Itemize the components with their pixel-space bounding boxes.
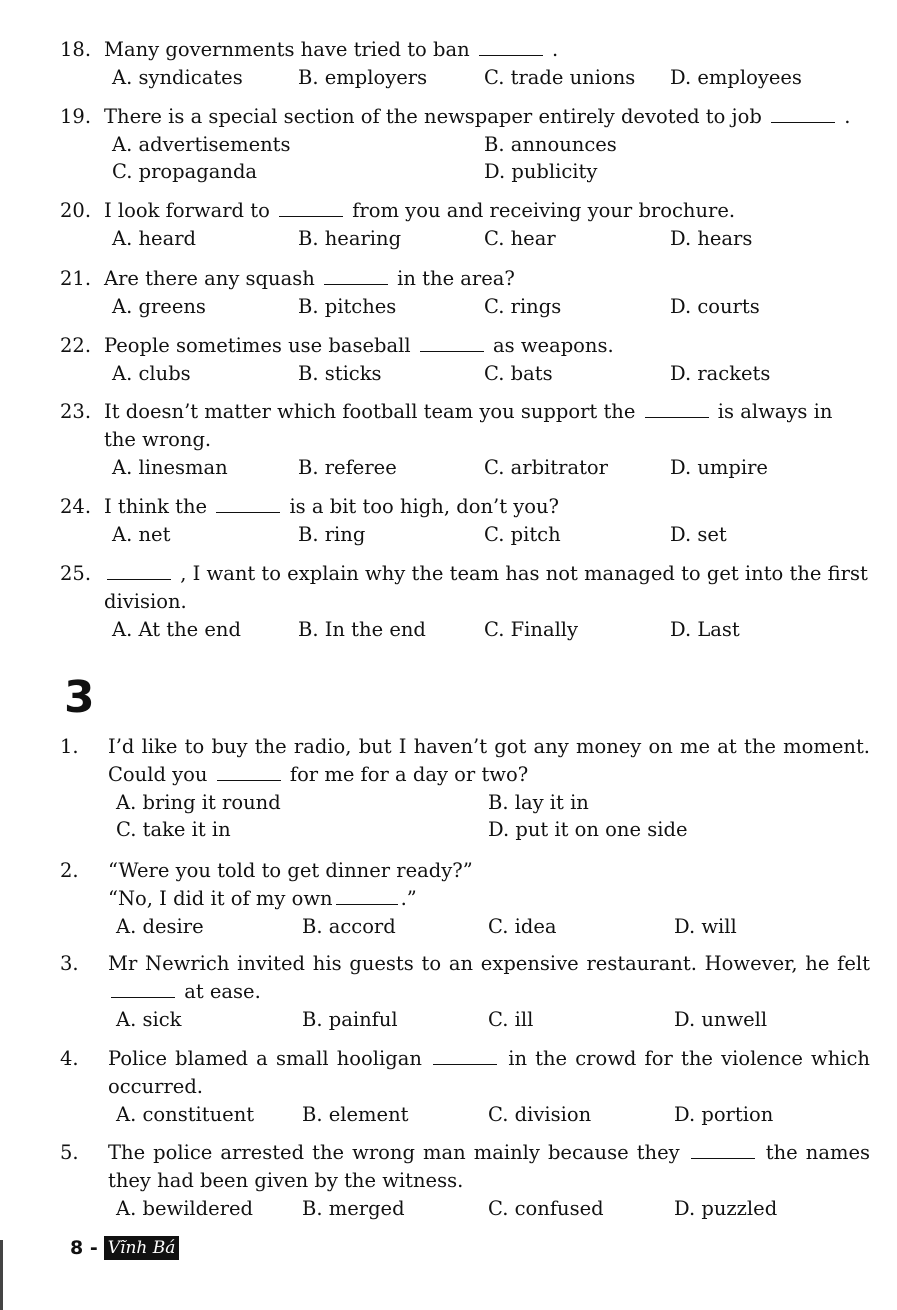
answer-blank[interactable] xyxy=(111,979,175,998)
answer-option[interactable]: D. publicity xyxy=(484,160,598,183)
question-number: 19. xyxy=(60,105,92,128)
answer-blank[interactable] xyxy=(691,1140,755,1159)
answer-option[interactable]: B. hearing xyxy=(298,227,402,250)
question-number: 23. xyxy=(60,400,92,423)
answer-option[interactable]: C. rings xyxy=(484,295,562,318)
stem-text: in the area? xyxy=(390,267,515,290)
question-stem xyxy=(104,103,870,131)
options-row xyxy=(112,64,870,91)
answer-option[interactable]: C. Finally xyxy=(484,618,579,641)
answer-option[interactable]: D. puzzled xyxy=(674,1197,778,1220)
options-row xyxy=(116,816,870,843)
question-item xyxy=(60,1139,870,1222)
answer-option[interactable]: D. hears xyxy=(670,227,753,250)
options-row xyxy=(116,1101,870,1128)
options-row xyxy=(112,131,870,158)
answer-option[interactable]: D. umpire xyxy=(670,456,768,479)
stem-text: It doesn’t matter which football team you support the xyxy=(104,400,642,423)
question-stem xyxy=(108,733,870,789)
question-stem xyxy=(108,1045,870,1101)
publisher-tag: Vĩnh Bá xyxy=(104,1236,180,1260)
question-item xyxy=(60,733,870,843)
answer-blank[interactable] xyxy=(107,561,171,580)
answer-option[interactable]: D. Last xyxy=(670,618,740,641)
answer-option[interactable]: C. ill xyxy=(488,1008,534,1031)
question-number: 2. xyxy=(60,859,79,882)
stem-text: for me for a day or two? xyxy=(283,763,529,786)
answer-option[interactable]: B. lay it in xyxy=(488,791,589,814)
options-row xyxy=(112,454,870,481)
question-number: 5. xyxy=(60,1141,79,1164)
answer-option[interactable]: D. will xyxy=(674,915,737,938)
stem-text: as weapons. xyxy=(486,334,614,357)
answer-option[interactable]: D. employees xyxy=(670,66,802,89)
question-stem xyxy=(104,332,870,360)
question-stem xyxy=(108,857,870,913)
answer-option[interactable]: B. merged xyxy=(302,1197,405,1220)
answer-option[interactable]: A. clubs xyxy=(112,362,191,385)
answer-blank[interactable] xyxy=(216,494,280,513)
answer-option[interactable]: A. net xyxy=(112,523,171,546)
answer-blank[interactable] xyxy=(279,198,343,217)
stem-text: at ease. xyxy=(178,980,261,1003)
stem-text: There is a special section of the newspaper entirely devoted to job xyxy=(104,105,769,128)
section-heading: 3 xyxy=(64,672,95,723)
answer-option[interactable]: C. idea xyxy=(488,915,557,938)
options-row xyxy=(116,789,870,816)
answer-option[interactable]: A. constituent xyxy=(116,1103,255,1126)
question-number: 4. xyxy=(60,1047,79,1070)
answer-option[interactable]: A. At the end xyxy=(112,618,241,641)
question-item xyxy=(60,560,870,643)
scan-edge xyxy=(0,1240,3,1310)
answer-option[interactable]: B. announces xyxy=(484,133,617,156)
answer-option[interactable]: B. accord xyxy=(302,915,396,938)
stem-text: from you and receiving your brochure. xyxy=(346,199,736,222)
answer-option[interactable]: C. division xyxy=(488,1103,592,1126)
answer-option[interactable]: A. bewildered xyxy=(116,1197,254,1220)
stem-text: Many governments have tried to ban xyxy=(104,38,476,61)
answer-option[interactable]: C. bats xyxy=(484,362,553,385)
question-number: 18. xyxy=(60,38,92,61)
question-number: 20. xyxy=(60,199,92,222)
question-number: 22. xyxy=(60,334,92,357)
question-stem xyxy=(104,493,870,521)
options-row xyxy=(116,913,870,940)
answer-blank[interactable] xyxy=(420,333,484,352)
stem-text: . xyxy=(838,105,851,128)
stem-text: in the crowd for the violence which occurred. xyxy=(108,1047,870,1098)
answer-option[interactable]: A. syndicates xyxy=(112,66,243,89)
stem-text: is always in the wrong. xyxy=(104,400,833,451)
answer-option[interactable]: B. employers xyxy=(298,66,428,89)
answer-blank[interactable] xyxy=(217,762,281,781)
answer-option[interactable]: A. greens xyxy=(112,295,206,318)
page-footer xyxy=(70,1236,179,1260)
question-number: 1. xyxy=(60,735,79,758)
stem-text: . xyxy=(545,38,559,61)
stem-text: .” xyxy=(400,887,417,910)
answer-option[interactable]: D. rackets xyxy=(670,362,771,385)
stem-text: I’d like to buy the radio, but I haven’t got any money on me at the moment. Could you xyxy=(108,735,870,786)
answer-blank[interactable] xyxy=(324,266,388,285)
question-item xyxy=(60,36,870,91)
options-row xyxy=(112,360,870,387)
question-number: 21. xyxy=(60,267,92,290)
options-row xyxy=(112,521,870,548)
answer-option[interactable]: B. referee xyxy=(298,456,397,479)
answer-blank[interactable] xyxy=(433,1046,497,1065)
answer-option[interactable]: A. sick xyxy=(116,1008,182,1031)
question-stem xyxy=(104,398,870,454)
answer-option[interactable]: C. pitch xyxy=(484,523,561,546)
answer-option[interactable]: A. desire xyxy=(116,915,204,938)
options-row xyxy=(116,1006,870,1033)
answer-option[interactable]: A. linesman xyxy=(112,456,228,479)
question-stem xyxy=(104,265,870,293)
answer-option[interactable]: D. courts xyxy=(670,295,760,318)
stem-text: Mr Newrich invited his guests to an expensive restaurant. However, he felt xyxy=(108,952,870,975)
question-number: 25. xyxy=(60,562,92,585)
answer-option[interactable]: C. trade unions xyxy=(484,66,636,89)
page-number: 8 - xyxy=(70,1237,98,1259)
answer-option[interactable]: B. ring xyxy=(298,523,366,546)
options-row xyxy=(116,1195,870,1222)
options-row xyxy=(112,293,870,320)
answer-option[interactable]: B. sticks xyxy=(298,362,382,385)
question-number: 3. xyxy=(60,952,79,975)
answer-option[interactable]: C. propaganda xyxy=(112,160,258,183)
question-stem xyxy=(104,560,870,616)
answer-option[interactable]: C. arbitrator xyxy=(484,456,608,479)
answer-option[interactable]: B. In the end xyxy=(298,618,426,641)
question-number: 24. xyxy=(60,495,92,518)
answer-blank[interactable] xyxy=(479,37,543,56)
question-item xyxy=(60,493,870,548)
stem-text: Police blamed a small hooligan xyxy=(108,1047,431,1070)
stem-text: is a bit too high, don’t you? xyxy=(283,495,560,518)
options-row xyxy=(112,158,870,185)
question-item xyxy=(60,332,870,387)
stem-text: Are there any squash xyxy=(104,267,321,290)
stem-text: the names they had been given by the witness. xyxy=(108,1141,871,1192)
stem-text: I think the xyxy=(104,495,214,518)
stem-text: People sometimes use baseball xyxy=(104,334,417,357)
answer-option[interactable]: D. set xyxy=(670,523,727,546)
stem-text: I look forward to xyxy=(104,199,277,222)
answer-option[interactable]: C. hear xyxy=(484,227,556,250)
question-item xyxy=(60,265,870,320)
question-item xyxy=(60,398,870,481)
answer-option[interactable]: B. pitches xyxy=(298,295,397,318)
answer-option[interactable]: A. bring it round xyxy=(116,791,281,814)
answer-option[interactable]: B. painful xyxy=(302,1008,398,1031)
answer-option[interactable]: A. advertisements xyxy=(112,133,291,156)
question-item xyxy=(60,197,870,252)
question-stem-line: “Were you told to get dinner ready?” xyxy=(108,859,473,882)
stem-text: The police arrested the wrong man mainly because they xyxy=(108,1141,688,1164)
question-stem xyxy=(104,197,870,225)
answer-option[interactable]: D. portion xyxy=(674,1103,774,1126)
answer-option[interactable]: B. element xyxy=(302,1103,409,1126)
answer-option[interactable]: C. confused xyxy=(488,1197,604,1220)
answer-option[interactable]: D. put it on one side xyxy=(488,818,688,841)
question-item xyxy=(60,103,870,185)
question-item xyxy=(60,857,870,940)
answer-blank[interactable] xyxy=(645,399,709,418)
question-stem-line xyxy=(108,885,870,913)
answer-option[interactable]: D. unwell xyxy=(674,1008,768,1031)
stem-text: , I want to explain why the team has not managed to get into the first division. xyxy=(104,562,868,613)
answer-blank[interactable] xyxy=(336,886,398,905)
answer-option[interactable]: A. heard xyxy=(112,227,197,250)
options-row xyxy=(112,616,870,643)
question-item xyxy=(60,1045,870,1128)
answer-blank[interactable] xyxy=(771,104,835,123)
question-stem xyxy=(104,36,870,64)
question-stem xyxy=(108,950,870,1006)
stem-text: “No, I did it of my own xyxy=(108,887,333,910)
question-stem xyxy=(108,1139,870,1195)
options-row xyxy=(112,225,870,252)
answer-option[interactable]: C. take it in xyxy=(116,818,231,841)
question-item xyxy=(60,950,870,1033)
